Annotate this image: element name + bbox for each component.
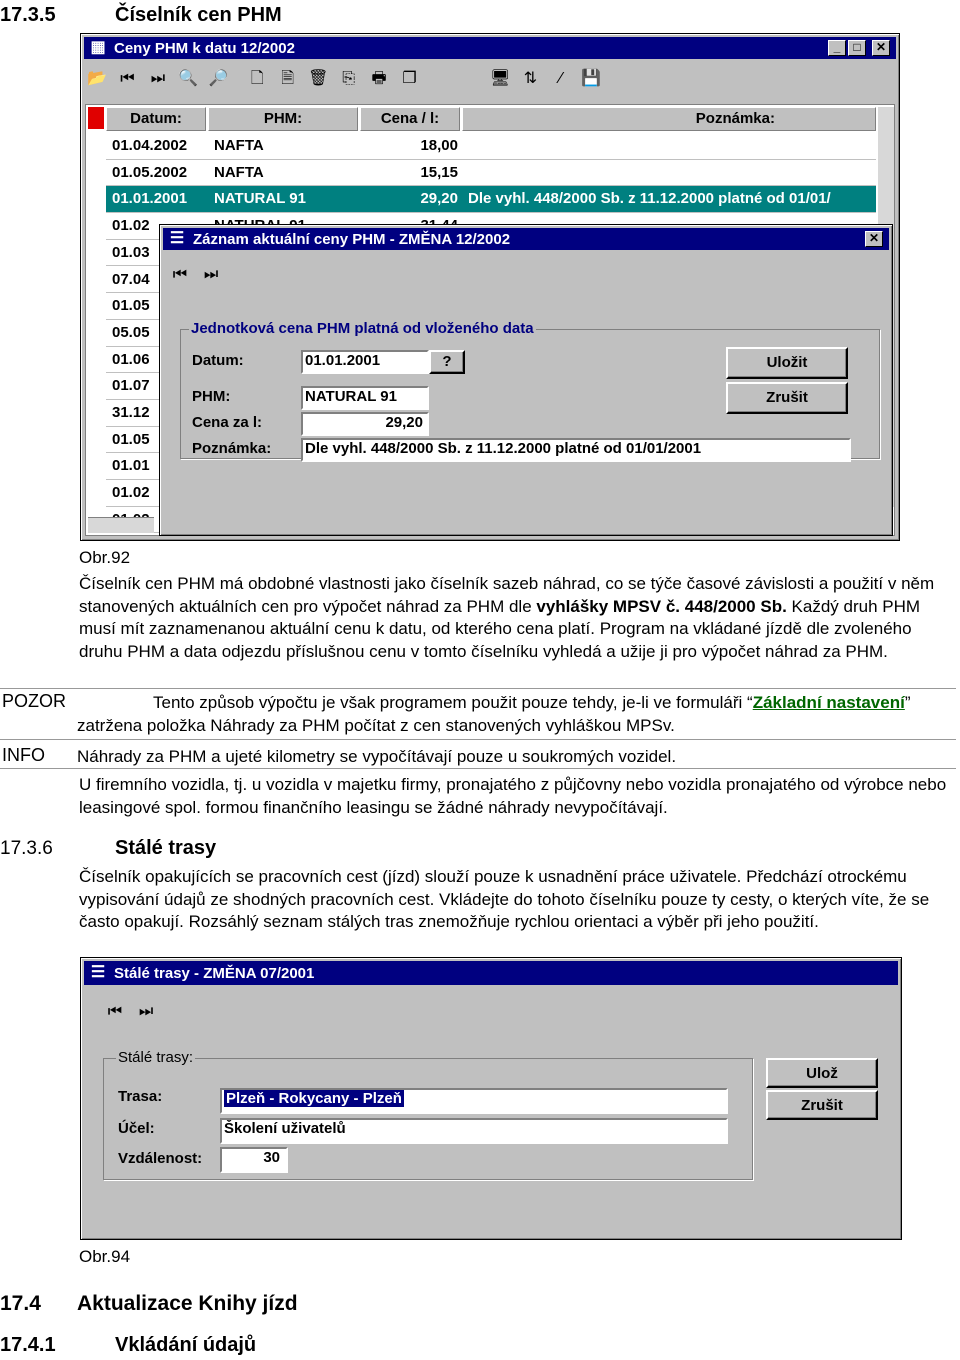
duplicate-icon[interactable]: ❐ [402, 70, 417, 87]
section-title: Stálé trasy [115, 837, 217, 859]
separator [0, 739, 956, 740]
new-document-icon[interactable]: 🗋 [250, 70, 264, 87]
table-cell-price: 29,20 [420, 190, 458, 208]
table-cell-price: 15,15 [420, 163, 458, 181]
next-record-icon[interactable]: ⏭ [138, 1003, 154, 1020]
basic-settings-link[interactable]: Základní nastavení [752, 693, 905, 712]
info-tag: INFO [2, 745, 45, 765]
grid-icon: ▦ [90, 39, 106, 56]
phm-field[interactable]: NATURAL 91 [301, 386, 429, 410]
table-cell-price: 18,00 [420, 137, 458, 154]
table-cell-date: 01.06 [112, 350, 150, 368]
section-heading [0, 837, 400, 863]
first-record-icon[interactable]: ⏮ [120, 70, 135, 87]
dialog-nav [105, 1000, 162, 1022]
date-lookup-button[interactable]: ? [429, 350, 465, 374]
route-field[interactable] [220, 1088, 728, 1114]
date-label: Datum: [192, 352, 244, 369]
price-list-window [80, 33, 900, 541]
toolbar [87, 69, 887, 95]
paragraph-text: Číselník cen PHM má obdobné vlastnosti jako číselník sazeb náhrad, co se týče časové závislosti a použití v něm stanovených aktuálních cen pro výpočet náhrad za PHM dle [79, 574, 935, 616]
section-number: 17.3.5 [0, 4, 56, 26]
table-cell-date: 01.01.2001 [112, 190, 188, 208]
section-heading [0, 1334, 400, 1360]
purpose-label: Účel: [118, 1120, 155, 1137]
section-number: 17.4.1 [0, 1334, 56, 1356]
distance-field[interactable]: 30 [220, 1147, 288, 1173]
separator [0, 768, 956, 769]
filter-icon[interactable]: ⁄ [559, 70, 563, 87]
table-cell-date: 01.07 [112, 377, 150, 395]
phm-label: PHM: [192, 388, 231, 405]
record-indicator [88, 107, 104, 129]
table-cell-note: Dle vyhl. 448/2000 Sb. z 11.12.2000 platné od 01/01/ [468, 190, 831, 208]
section-heading [0, 4, 400, 30]
price-record-dialog [159, 224, 893, 536]
table-cell-date: 05.05 [112, 323, 150, 341]
save-icon[interactable]: 💾 [581, 70, 602, 87]
open-folder-icon[interactable]: 📂 [87, 70, 107, 87]
dialog-title: Záznam aktuální ceny PHM - ZMĚNA 12/2002 [193, 230, 511, 248]
paragraph [79, 573, 954, 663]
route-label: Trasa: [118, 1088, 163, 1105]
minimize-button[interactable]: _ [828, 40, 846, 56]
monitor-icon[interactable]: 🖥 [489, 70, 511, 87]
search-icon[interactable]: 🔍 [178, 70, 199, 87]
dialog-titlebar [163, 228, 889, 250]
table-cell-date: 01.05 [112, 297, 150, 315]
previous-record-icon[interactable]: ⏮ [172, 266, 188, 283]
window-titlebar [84, 37, 896, 59]
note-label: Poznámka: [192, 440, 272, 457]
last-record-icon[interactable]: ⏭ [150, 70, 166, 87]
table-row[interactable] [106, 133, 876, 160]
delete-icon[interactable]: 🗑 [308, 70, 329, 87]
search-minus-icon[interactable]: 🔎 [208, 70, 229, 87]
edit-document-icon[interactable]: 🗎 [281, 70, 295, 87]
info-line: Náhrady za PHM a ujeté kilometry se vypočítávají pouze u soukromých vozidel. [77, 747, 677, 766]
note-field[interactable]: Dle vyhl. 448/2000 Sb. z 11.12.2000 platné od 01/01/2001 [301, 438, 851, 462]
table-cell-date: 01.03 [112, 243, 150, 261]
sort-icon[interactable]: ⇅ [523, 70, 538, 87]
table-cell-date: 01.01 [112, 457, 150, 475]
table-cell-date: 07.04 [112, 270, 150, 288]
next-record-icon[interactable]: ⏭ [203, 266, 219, 283]
previous-record-icon[interactable]: ⏮ [107, 1003, 123, 1020]
pozor-tag: POZOR [2, 691, 67, 711]
table-cell-date: 01.02 [112, 484, 150, 502]
section-title: Vkládání údajů [115, 1334, 257, 1356]
table-row-selected[interactable] [106, 186, 876, 213]
distance-label: Vzdálenost: [118, 1150, 203, 1167]
pozor-text-b: ” zatržena položka Náhrady za PHM počítat z cen stanovených vyhláškou MPSv. [77, 693, 911, 735]
table-cell-phm: NAFTA [214, 137, 264, 154]
table-row[interactable] [106, 160, 876, 187]
table-cell-date: 01.05.2002 [112, 163, 188, 181]
paragraph-text-end: Každý druh PHM musí mít zaznamenanou aktuální cenu k datu, od kterého cena platí. Program na vkládané jízdě dle zvoleného druhu PHM a data odjezdu příslušnou cenu v tomto číselníku vyhledá a užije ji pro výpočet náhrad za PHM. [79, 596, 921, 661]
date-field[interactable]: 01.01.2001 [301, 350, 429, 374]
maximize-button[interactable]: □ [848, 40, 866, 56]
table-cell-date: 01.05 [112, 430, 150, 448]
route-value: Plzeň - Rokycany - Plzeň [226, 1090, 402, 1107]
column-header-note[interactable]: Poznámka: [462, 107, 876, 131]
cancel-button[interactable]: Zrušit [766, 1090, 878, 1120]
horizontal-scrollbar[interactable] [88, 517, 154, 533]
pozor-text [77, 692, 952, 737]
save-button[interactable]: Ulož [766, 1058, 878, 1088]
close-button[interactable]: ✕ [872, 40, 890, 56]
group-title: Stálé trasy: [118, 1049, 194, 1066]
table-cell-date: 01.02 [112, 217, 150, 235]
figure-caption: Obr.94 [79, 1247, 131, 1266]
section-title: Číselník cen PHM [115, 4, 282, 26]
fixed-routes-dialog [80, 957, 902, 1240]
price-label: Cena za l: [192, 414, 263, 431]
separator [0, 688, 956, 689]
column-header-phm[interactable]: PHM: [208, 107, 358, 131]
figure-caption: Obr.92 [79, 548, 131, 567]
column-header-date[interactable]: Datum: [106, 107, 206, 131]
window-title: Ceny PHM k datu 12/2002 [114, 39, 295, 57]
section-number: 17.3.6 [0, 838, 53, 859]
cancel-button[interactable]: Zrušit [726, 382, 848, 414]
table-cell-date: 01.04.2002 [112, 137, 188, 154]
section-title: Aktualizace Knihy jízd [77, 1292, 298, 1315]
dialog-title: Stálé trasy - ZMĚNA 07/2001 [114, 964, 315, 982]
dialog-close-button[interactable]: ✕ [865, 231, 883, 247]
print-icon[interactable]: 🖶 [371, 70, 387, 87]
price-field[interactable]: 29,20 [301, 412, 429, 436]
table-cell-phm: NATURAL 91 [214, 190, 306, 208]
chapter-heading [0, 1292, 500, 1320]
form-icon: ☰ [169, 230, 185, 247]
table-cell-date: 31.12 [112, 404, 150, 421]
paragraph-bold: vyhlášky MPSV č. 448/2000 Sb. [536, 596, 787, 616]
copy-icon[interactable]: ⎘ [342, 70, 356, 87]
column-header-price[interactable]: Cena / l: [360, 107, 460, 131]
purpose-field[interactable]: Školení uživatelů [220, 1118, 728, 1144]
dialog-nav [170, 263, 227, 285]
group-title: Jednotková cena PHM platná od vloženého data [191, 320, 534, 337]
paragraph: Číselník opakujících se pracovních cest (jízd) slouží pouze k usnadnění práce uživatele. Předchází otrockému vypisování údajů ze shodných pracovních cest. Vkládejte do tohoto číselníku pouze ty cesty, o kterých víte, že se často opakují. Rozsáhlý seznam stálých tras znemožňuje rychlou orientaci a výběr při jeho použití. [79, 867, 930, 931]
section-number: 17.4 [0, 1292, 41, 1315]
dialog-titlebar [84, 961, 898, 985]
save-button[interactable]: Uložit [726, 347, 848, 379]
form-icon: ☰ [90, 964, 106, 981]
pozor-text-a: Tento způsob výpočtu je však programem použit pouze tehdy, je-li ve formuláři “ [153, 693, 753, 712]
info-paragraph: U firemního vozidla, tj. u vozidla v majetku firmy, pronajatého z půjčovny nebo vozidla pronajatého od výrobce nebo leasingové spol. formou finančního leasingu se žádné náhrady nevypočítávají. [79, 775, 947, 817]
table-cell-phm: NAFTA [214, 163, 264, 181]
